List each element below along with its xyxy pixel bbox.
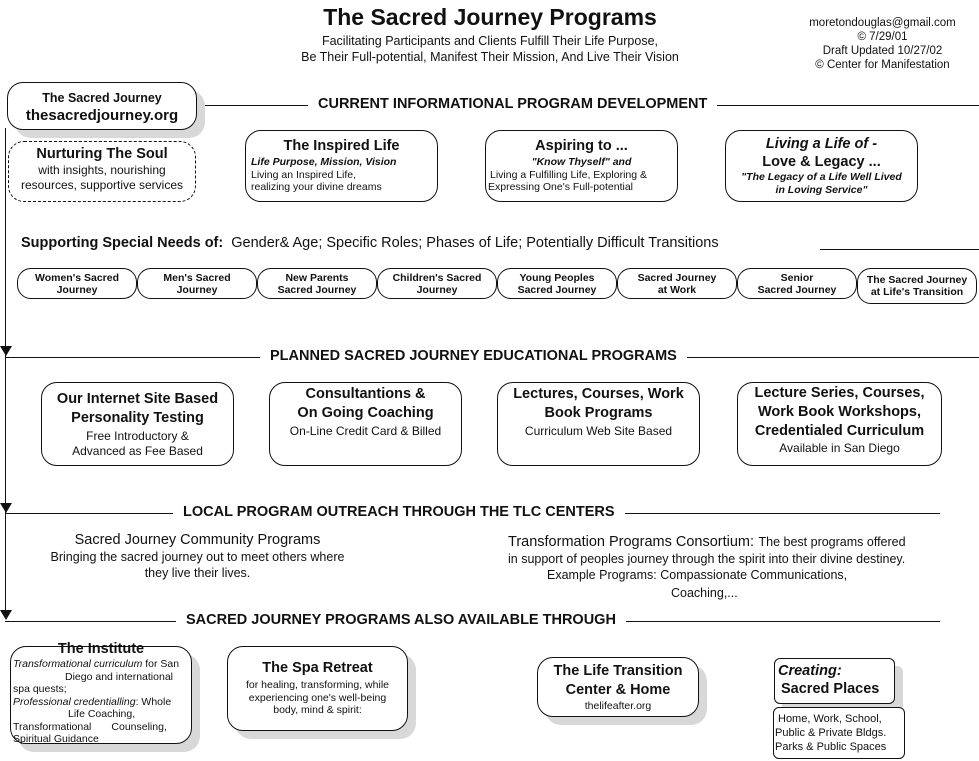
sacred-places-list xyxy=(773,707,905,759)
inspired-life-subtitle: Life Purpose, Mission, Vision xyxy=(251,156,397,168)
pill-lifes-transition xyxy=(857,268,977,304)
pill-line-2: at Work xyxy=(657,283,697,296)
sacred-places-box xyxy=(774,658,895,704)
consultations-box xyxy=(269,382,462,466)
aspiring-line-2: Expressing One's Full-potential xyxy=(488,181,633,193)
sacred-journey-box xyxy=(7,82,197,130)
pill-new-parents xyxy=(257,268,377,299)
institute-title: The Institute xyxy=(57,641,145,657)
spa-retreat-line-3: body, mind & spirit: xyxy=(273,704,362,716)
consultations-line-1: On-Line Credit Card & Billed xyxy=(289,424,442,438)
arrow-to-also xyxy=(0,610,12,620)
special-needs-label: Supporting Special Needs of: xyxy=(21,235,224,251)
nurturing-line-2: resources, supportive services xyxy=(20,178,184,192)
consortium-text-1: The best programs offered xyxy=(758,535,906,549)
document-meta xyxy=(790,16,975,72)
aspiring-line-1: Living a Fulfilling Life, Exploring & xyxy=(490,168,647,181)
institute-line-2: Diego and international xyxy=(65,670,173,683)
aspiring-title: Aspiring to ... xyxy=(535,138,628,154)
pill-line-1: New Parents xyxy=(285,271,349,284)
spa-retreat-title: The Spa Retreat xyxy=(262,660,373,676)
living-legacy-box xyxy=(725,130,918,202)
subtitle-line-1: Facilitating Participants and Clients Fulfill Their Life Purpose, xyxy=(321,34,659,48)
arrow-to-planned xyxy=(0,346,12,356)
lecture-series-title-3: Credentialed Curriculum xyxy=(754,423,925,439)
living-legacy-sub-1: "The Legacy of a Life Well Lived xyxy=(741,171,902,183)
lecture-series-line-1: Available in San Diego xyxy=(779,441,900,455)
meta-copyright-date: © 7/29/01 xyxy=(857,31,908,43)
lecture-series-title-2: Work Book Workshops, xyxy=(757,404,921,420)
institute-line-1b: for San xyxy=(142,658,180,670)
meta-email: moretondouglas@gmail.com xyxy=(809,17,956,29)
internet-testing-line-1: Free Introductory & xyxy=(86,429,189,443)
special-needs-text: Gender& Age; Specific Roles; Phases of Life; Potentially Difficult Transitions xyxy=(231,235,719,251)
spa-retreat-box xyxy=(227,646,408,731)
pill-line-1: Men's Sacred xyxy=(163,271,231,284)
sacred-places-title-2: Sacred Places xyxy=(781,681,880,697)
institute-box xyxy=(10,641,192,745)
pill-line-2: at Life's Transition xyxy=(870,286,964,298)
lecture-series-box xyxy=(737,382,942,466)
institute-line-6 xyxy=(13,721,191,734)
life-transition-title-1: The Life Transition xyxy=(553,663,683,679)
section-title-planned: PLANNED SACRED JOURNEY EDUCATIONAL PROGRAMS xyxy=(260,348,687,364)
sacred-journey-title: The Sacred Journey xyxy=(42,91,162,105)
rule-special-needs xyxy=(820,249,979,250)
community-programs-line-2: they live their lives. xyxy=(144,566,251,580)
pill-young-peoples xyxy=(497,268,617,299)
sacred-places-line-3: Parks & Public Spaces xyxy=(775,741,887,753)
consortium-line-2: in support of peoples journey through the spirit into their divine destiney. xyxy=(508,552,906,566)
inspired-life-line-1: Living an Inspired Life, xyxy=(251,168,357,181)
pill-line-2: Journey xyxy=(176,283,218,296)
lectures-line-1: Curriculum Web Site Based xyxy=(524,424,673,438)
sacred-places-line-1: Home, Work, School, xyxy=(778,713,882,725)
inspired-life-line-2: realizing your divine dreams xyxy=(251,181,382,193)
pill-mens-journey xyxy=(137,268,257,299)
internet-testing-title-1: Our Internet Site Based xyxy=(56,391,219,407)
institute-line-6b: Counseling, xyxy=(111,720,167,733)
pill-line-1: Women's Sacred xyxy=(35,271,119,284)
pill-womens-journey xyxy=(17,268,137,299)
pill-journey-at-work xyxy=(617,268,737,299)
institute-line-7: Spiritual Guidance xyxy=(13,733,99,745)
aspiring-subtitle: "Know Thyself" and xyxy=(531,156,632,168)
page-title: The Sacred Journey Programs xyxy=(323,4,657,30)
meta-draft: Draft Updated 10/27/02 xyxy=(822,45,943,57)
lectures-title-1: Lectures, Courses, Work xyxy=(513,386,684,402)
section-title-current: CURRENT INFORMATIONAL PROGRAM DEVELOPMENT xyxy=(308,96,717,112)
internet-testing-box xyxy=(41,382,234,466)
inspired-life-title: The Inspired Life xyxy=(283,138,400,154)
spa-retreat-line-2: experiencing one's well-being xyxy=(248,691,387,704)
lectures-title-2: Book Programs xyxy=(544,405,653,421)
pill-childrens-journey xyxy=(377,268,497,299)
community-programs-block xyxy=(30,531,365,581)
sacred-journey-url: thesacredjourney.org xyxy=(25,107,179,124)
sacred-places-line-2: Public & Private Bldgs. xyxy=(775,727,887,739)
pill-line-2: Journey xyxy=(416,283,458,296)
institute-line-5: Life Coaching, xyxy=(68,708,136,720)
pill-line-1: Young Peoples xyxy=(519,271,595,284)
vertical-connector-line xyxy=(5,128,6,614)
community-programs-line-1: Bringing the sacred journey out to meet others where xyxy=(50,550,345,564)
aspiring-box xyxy=(485,130,678,202)
institute-line-4b: : Whole xyxy=(135,695,172,708)
pill-line-2: Sacred Journey xyxy=(757,283,837,296)
consortium-block xyxy=(508,533,978,601)
pill-line-2: Journey xyxy=(56,283,98,296)
pill-line-2: Sacred Journey xyxy=(517,283,597,296)
life-transition-url: thelifeafter.org xyxy=(584,700,652,712)
page-subtitle xyxy=(230,33,750,65)
institute-line-1 xyxy=(13,658,191,671)
consultations-title-1: Consultantions & xyxy=(305,386,426,402)
lectures-box xyxy=(497,382,700,466)
internet-testing-title-2: Personality Testing xyxy=(71,410,204,426)
nurturing-line-1: with insights, nourishing xyxy=(38,163,166,177)
special-needs-row xyxy=(21,235,719,251)
living-legacy-title-1: Living a Life of - xyxy=(765,136,878,152)
life-transition-box xyxy=(537,657,699,717)
institute-line-4 xyxy=(13,696,191,709)
life-transition-title-2: Center & Home xyxy=(565,682,671,698)
lecture-series-title-1: Lecture Series, Courses, xyxy=(754,385,925,401)
institute-line-1a: Transformational curriculum xyxy=(13,658,143,670)
section-title-also: SACRED JOURNEY PROGRAMS ALSO AVAILABLE THROUGH xyxy=(176,612,626,628)
living-legacy-title-2: Love & Legacy ... xyxy=(762,154,881,170)
subtitle-line-2: Be Their Full-potential, Manifest Their Mission, And Live Their Vision xyxy=(301,50,679,64)
spa-retreat-line-1: for healing, transforming, while xyxy=(246,679,389,691)
pill-line-1: Sacred Journey xyxy=(637,271,717,284)
consortium-line-3: Example Programs: Compassionate Communications, xyxy=(547,568,848,582)
pill-line-2: Sacred Journey xyxy=(277,283,357,296)
living-legacy-sub-2: in Loving Service" xyxy=(775,183,868,196)
pill-line-1: Senior xyxy=(780,271,814,284)
institute-line-4a: Professional credentialling xyxy=(13,695,136,708)
pill-line-1: Children's Sacred xyxy=(392,271,482,284)
pill-senior-journey xyxy=(737,268,857,299)
institute-line-6a: Transformational xyxy=(13,720,92,733)
inspired-life-box xyxy=(245,130,438,202)
arrow-to-local xyxy=(0,503,12,513)
pill-line-1: The Sacred Journey xyxy=(866,274,968,286)
section-title-local: LOCAL PROGRAM OUTREACH THROUGH THE TLC CENTERS xyxy=(173,504,625,520)
community-programs-title: Sacred Journey Community Programs xyxy=(74,532,321,548)
nurturing-soul-box xyxy=(8,141,196,202)
consultations-title-2: On Going Coaching xyxy=(297,405,434,421)
meta-center: © Center for Manifestation xyxy=(815,59,950,71)
consortium-line-4: Coaching,... xyxy=(671,586,738,600)
consortium-title: Transformation Programs Consortium: xyxy=(508,534,755,550)
internet-testing-line-2: Advanced as Fee Based xyxy=(72,444,203,458)
nurturing-title: Nurturing The Soul xyxy=(36,146,168,162)
institute-line-3: spa quests; xyxy=(13,683,67,695)
sacred-places-title-1: Creating: xyxy=(778,663,842,679)
